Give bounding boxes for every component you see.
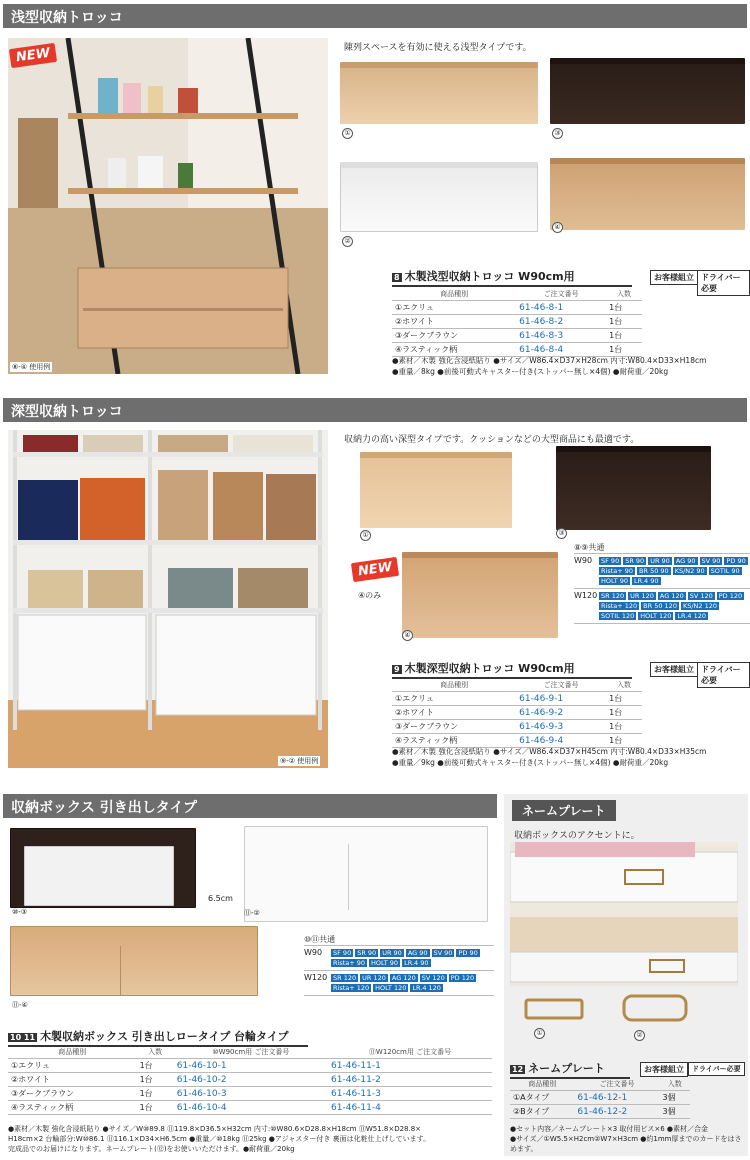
drawer-dark-brown — [550, 58, 745, 124]
compat-tag: PD 90 — [458, 949, 478, 957]
table-row: ④ラスティック柄 1台 61-46-10-4 61-46-11-4 — [8, 1101, 492, 1115]
photo-caption: ⑧-④ 使用例 — [12, 363, 51, 371]
plate-a-icon — [524, 994, 584, 1024]
compat-tag: SV 120 — [689, 592, 713, 600]
table-row: ④ラスティック柄 61-46-9-4 1台 — [392, 734, 642, 748]
deep-label-3: ③ — [556, 528, 567, 539]
compat-tag: HOLT 90 — [601, 577, 629, 585]
table-row: ④ラスティック柄 61-46-8-4 1台 — [392, 343, 642, 357]
box-rustic — [10, 926, 258, 996]
table-row: ②ホワイト 1台 61-46-10-2 61-46-11-2 — [8, 1073, 492, 1087]
compat-table-box: ⑩⑪共通 W90 SF 90 SR 90 UR 90 AG 90 SV 90 PD 90Rista+ 90 HOLT 90 LR.4 90 W120 SR 120 UR 120 AG 120 SV 120 PD 120Rista+ 120 HOLT 120 LR.4 120 — [304, 934, 494, 996]
shelf-illustration — [8, 38, 328, 374]
table-row: ①エクリュ 1台 61-46-10-1 61-46-11-1 — [8, 1059, 492, 1073]
assembly-badge: お客様組立 — [650, 270, 698, 285]
nameplate-photo-illustration — [510, 842, 738, 986]
product-8-table: 商品種別 ご注文番号 入数 ①エクリュ 61-46-8-1 1台 ②ホワイト 61-46-8-2 1台 ③ダークブラウン 61-46-8-3 1台 ④ラスティック柄 61-46-8-4 1台 — [392, 288, 642, 357]
compat-tag: SV 90 — [433, 949, 453, 957]
deep-label-4: ④ — [402, 630, 413, 641]
product-8-title: 8 木製浅型収納トロッコ W90cm用 — [392, 268, 632, 287]
compat-tag: Rista+ 90 — [333, 959, 366, 967]
compat-tag: SF 90 — [333, 949, 352, 957]
nameplate-title: ネームプレート — [512, 800, 616, 821]
compat-tag: AG 120 — [391, 974, 416, 982]
section-title-deep: 深型収納トロッコ — [3, 398, 747, 422]
drawer-white — [340, 162, 538, 232]
compat-tag: UR 90 — [382, 949, 402, 957]
section-title-box: 収納ボックス 引き出しタイプ — [3, 794, 497, 818]
label-3: ③ — [552, 128, 563, 139]
plate-label-2: ② — [634, 1030, 645, 1041]
compat-tag: PD 120 — [450, 974, 475, 982]
product-9-table: 商品種別 ご注文番号 入数 ①エクリュ 61-46-9-1 1台 ②ホワイト 61-46-9-2 1台 ③ダークブラウン 61-46-9-3 1台 ④ラスティック柄 61-46-9-4 1台 — [392, 679, 642, 748]
deep-drawer-ecru — [360, 452, 512, 528]
product-8-notes: ●素材／木製 強化含浸紙貼り ●サイズ／W86.4×D37×H28cm 内寸:W80.4×D33×H18cm ●重量／8kg ●前後可動式キャスター付き(ストッパー無し×4個) ●耐荷重／20kg — [392, 356, 707, 376]
table-row: ②ホワイト 61-46-9-2 1台 — [392, 706, 642, 720]
section-description: 陳列スペースを有効に使える浅型タイプです。 — [344, 43, 532, 53]
table-row: ①エクリュ 61-46-9-1 1台 — [392, 692, 642, 706]
product-9-title: 9 木製深型収納トロッコ W90cm用 — [392, 660, 632, 679]
box-label-11-4: ⑪-④ — [12, 1001, 28, 1009]
deep-shelf-illustration — [8, 430, 328, 768]
compat-tag: SR 120 — [333, 974, 357, 982]
driver-badge-12: ドライバー必要 — [688, 1062, 745, 1076]
product-12-notes: ●セット内容／ネームプレート×3 取付用ビス×6 ●素材／合金 ●サイズ／①W5.5×H2cm②W7×H3cm ●約1mm厚までのカードをはさめます。 — [510, 1125, 742, 1153]
compat-tag: BR 50 90 — [639, 567, 669, 575]
product-9-notes: ●素材／木製 強化含浸紙貼り ●サイズ／W86.4×D37×H45cm 内寸:W80.4×D33×H35cm ●重量／9kg ●前後可動式キャスター付き(ストッパー無し×4個) ●耐荷重／20kg — [392, 747, 707, 767]
section-description-deep: 収納力の高い深型タイプです。クッションなどの大型商品にも最適です。 — [344, 435, 640, 445]
label-1: ① — [342, 128, 353, 139]
deep-label-1: ① — [360, 530, 371, 541]
table-row: ②ホワイト 61-46-8-2 1台 — [392, 315, 642, 329]
section-title-shallow: 浅型収納トロッコ — [3, 4, 747, 28]
compat-tag: HOLT 120 — [640, 612, 672, 620]
shallow-usage-photo — [8, 38, 328, 374]
compat-tag: SR 120 — [601, 592, 625, 600]
product-10-11-table: 商品種別 入数 ⑩W90cm用 ご注文番号 ⑪W120cm用 ご注文番号 ①エクリュ 1台 61-46-10-1 61-46-11-1 ②ホワイト 1台 61-46-10-2 61-46-11-2 ③ダークブラウン 1台 61-46-10-3 61-46-11-3 ④ラスティック柄 1台 61-46-10-4 61-46-11-4 — [8, 1046, 492, 1115]
compat-tag: LR.4 90 — [404, 959, 429, 967]
compat-tag: Rista+ 120 — [333, 984, 370, 992]
compat-tag: Rista+ 90 — [601, 567, 634, 575]
compat-tag: AG 120 — [659, 592, 684, 600]
assembly-badge-9: お客様組立 — [650, 662, 698, 677]
table-row: ①Aタイプ 61-46-12-1 3個 — [510, 1091, 690, 1105]
compat-tag: BR 50 120 — [643, 602, 677, 610]
product-10-11-notes: ●素材／木製 強化含浸紙貼り ●サイズ／W⑩89.8 ⑪119.8×D36.5×H32cm 内寸:⑩W80.6×D28.8×H18cm ⑪W51.8×D28.8× H18cm×2 台輪部分:W⑩86.1 ⑪116.1×D34×H6.5cm ●重量／⑩18kg ⑪25kg ●アジャスター付き 裏面は化粧仕上げしています。 完成品でのお届けになります。ネームプレート(⑫)をお使いいただけます。●耐荷重／20kg — [8, 1125, 431, 1153]
box-label-10-3: ⑩-③ — [12, 908, 28, 916]
table-row: ③ダークブラウン 1台 61-46-10-3 61-46-11-3 — [8, 1087, 492, 1101]
nameplate-photo — [510, 842, 738, 986]
plate-b-icon — [620, 990, 690, 1026]
nameplate-desc: 収納ボックスのアクセントに。 — [514, 831, 640, 841]
compat-tag: SOTIL 90 — [710, 567, 740, 575]
new-note: ④のみ — [358, 591, 382, 600]
table-row: ①エクリュ 61-46-8-1 1台 — [392, 301, 642, 315]
compat-tag: LR.4 120 — [677, 612, 707, 620]
compat-tag: Rista+ 120 — [601, 602, 638, 610]
box-dark-brown-drawer — [24, 846, 174, 906]
compat-tag: PD 90 — [726, 557, 746, 565]
driver-badge-9: ドライバー必要 — [697, 662, 750, 688]
box-label-11-2: ⑪-② — [244, 909, 260, 917]
dimension-label: 6.5cm — [208, 894, 233, 903]
compat-tag: SOTIL 120 — [601, 612, 635, 620]
product-12-table: 商品種別 ご注文番号 入数 ①Aタイプ 61-46-12-1 3個 ②Bタイプ 61-46-12-2 3個 — [510, 1078, 690, 1119]
new-badge-deep: NEW — [351, 557, 399, 582]
compat-tag: AG 90 — [407, 949, 428, 957]
compat-tag: SR 90 — [357, 949, 377, 957]
compat-table-deep: ⑧⑨共通 W90 SF 90 SR 90 UR 90 AG 90 SV 90 PD 90Rista+ 90 BR 50 90 KS/N2 90 SOTIL 90HOLT 90 LR.4 90 W120 SR 120 UR 120 AG 120 SV 120 PD 120Rista+ 120 BR 50 120 KS/N2 120SOTIL 120 HOLT 120 LR.4 120 — [574, 542, 750, 624]
compat-tag: PD 120 — [718, 592, 743, 600]
compat-tag: AG 90 — [675, 557, 696, 565]
label-2: ② — [342, 236, 353, 247]
deep-usage-photo — [8, 430, 328, 768]
new-badge: NEW — [9, 43, 57, 68]
label-4: ④ — [552, 222, 563, 233]
deep-drawer-rustic — [402, 552, 558, 638]
compat-tag: LR.4 90 — [634, 577, 659, 585]
compat-tag: KS/N2 90 — [674, 567, 705, 575]
plate-label-1: ① — [534, 1028, 545, 1039]
compat-tag: LR.4 120 — [412, 984, 441, 992]
drawer-rustic — [550, 158, 745, 230]
compat-tag: SV 120 — [421, 974, 445, 982]
drawer-ecru — [340, 62, 538, 124]
compat-tag: SR 90 — [625, 557, 645, 565]
assembly-badge-12: お客様組立 — [640, 1062, 688, 1077]
compat-tag: UR 120 — [362, 974, 386, 982]
driver-badge: ドライバー必要 — [697, 270, 750, 296]
compat-tag: SV 90 — [701, 557, 721, 565]
box-white — [244, 826, 488, 922]
product-10-11-title: 10 11 木製収納ボックス 引き出しロータイプ 台輪タイプ — [8, 1028, 308, 1047]
table-row: ②Bタイプ 61-46-12-2 3個 — [510, 1105, 690, 1119]
deep-drawer-brown — [556, 446, 711, 530]
compat-tag: HOLT 90 — [371, 959, 399, 967]
compat-tag: SF 90 — [601, 557, 620, 565]
compat-tag: KS/N2 120 — [682, 602, 718, 610]
photo-caption-deep: ⑨-② 使用例 — [280, 757, 319, 765]
table-row: ③ダークブラウン 61-46-9-3 1台 — [392, 720, 642, 734]
product-12-title: 12 ネームプレート — [510, 1060, 630, 1079]
compat-tag: UR 90 — [650, 557, 670, 565]
box-white-split — [348, 844, 349, 910]
box-rustic-split — [120, 946, 121, 996]
compat-tag: UR 120 — [630, 592, 654, 600]
table-row: ③ダークブラウン 61-46-8-3 1台 — [392, 329, 642, 343]
compat-tag: HOLT 120 — [375, 984, 407, 992]
